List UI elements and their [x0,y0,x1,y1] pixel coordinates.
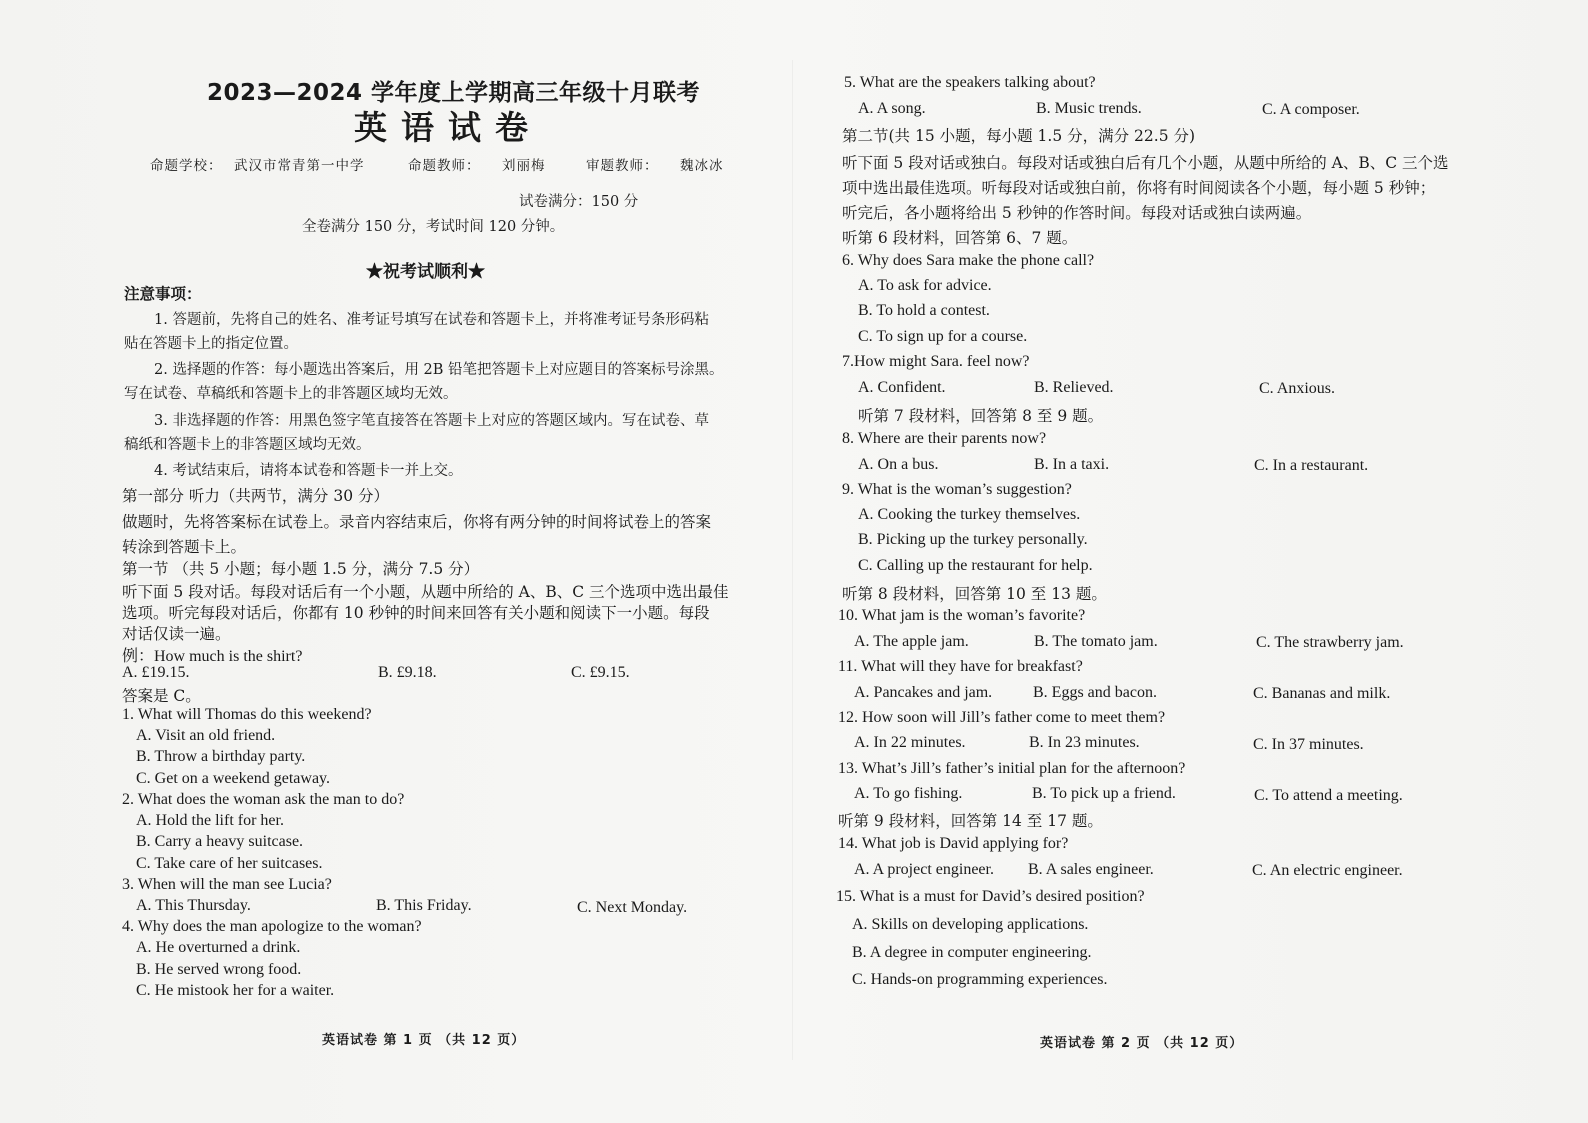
question-1-option-a: A. Visit an old friend. [136,727,276,744]
question-8-option-a: A. On a bus. [858,456,939,473]
question-9-option-c: C. Calling up the restaurant for help. [858,557,1093,574]
section-2-instr-3: 听完后，各小题将给出 5 秒钟的作答时间。每段对话或独白读两遍。 [842,204,1312,222]
note-1-line-2: 贴在答题卡上的指定位置。 [124,336,298,352]
question-5-option-a: A. A song. [858,100,926,117]
reviewer-label: 审题教师： [586,158,659,174]
page-2 [830,0,1490,1123]
question-12-option-b: B. In 23 minutes. [1029,734,1140,751]
question-7-option-a: A. Confident. [858,379,946,396]
question-8-option-b: B. In a taxi. [1034,456,1110,473]
question-12-option-a: A. In 22 minutes. [854,734,966,751]
material-7-heading: 听第 7 段材料，回答第 8 至 9 题。 [858,407,1104,425]
question-14: 14. What job is David applying for? [838,835,1069,852]
section-1-instr-3: 对话仅读一遍。 [122,625,231,643]
exam-title: 2023—2024 学年度上学期高三年级十月联考 [207,80,701,106]
good-luck: ★祝考试顺利★ [366,262,485,282]
section-1-instr-1: 听下面 5 段对话。每段对话后有一个小题，从题中所给的 A、B、C 三个选项中选出最佳 [122,583,729,601]
material-6-heading: 听第 6 段材料，回答第 6、7 题。 [842,229,1078,247]
material-8-heading: 听第 8 段材料，回答第 10 至 13 题。 [842,585,1107,603]
setter-label: 命题教师： [408,158,481,174]
exam-subtitle: 英语试卷 [354,108,542,147]
question-14-option-b: B. A sales engineer. [1028,861,1154,878]
question-11-option-b: B. Eggs and bacon. [1033,684,1157,701]
part-1-instr-2: 转涂到答题卡上。 [122,538,247,556]
question-14-option-c: C. An electric engineer. [1252,862,1403,879]
note-1-line-1: 1. 答题前，先将自己的姓名、准考证号填写在试卷和答题卡上，并将准考证号条形码粘 [154,312,709,328]
question-7-option-b: B. Relieved. [1034,379,1114,396]
question-3: 3. When will the man see Lucia? [122,876,332,893]
question-10: 10. What jam is the woman’s favorite? [838,607,1086,624]
question-10-option-b: B. The tomato jam. [1034,633,1158,650]
example-answer: 答案是 C。 [122,687,201,705]
note-4: 4. 考试结束后，请将本试卷和答题卡一并上交。 [154,463,463,479]
question-5: 5. What are the speakers talking about? [844,74,1096,91]
section-1-instr-2: 选项。听完每段对话后，你都有 10 秒钟的时间来回答有关小题和阅读下一小题。每段 [122,604,710,622]
question-7: 7.How might Sara. feel now? [842,353,1030,370]
question-8: 8. Where are their parents now? [842,430,1047,447]
page-1 [110,0,760,1123]
question-12: 12. How soon will Jill’s father come to meet them? [838,709,1166,726]
note-2-line-1: 2. 选择题的作答：每小题选出答案后，用 2B 铅笔把答题卡上对应题目的答案标号涂黑。 [154,362,724,378]
question-4-option-b: B. He served wrong food. [136,961,302,978]
page-1-footer: 英语试卷 第 1 页 （共 12 页） [322,1033,526,1048]
question-11-option-a: A. Pancakes and jam. [854,684,993,701]
question-14-option-a: A. A project engineer. [854,861,994,878]
question-13-option-a: A. To go fishing. [854,785,963,802]
question-10-option-c: C. The strawberry jam. [1256,634,1404,651]
question-15-option-c: C. Hands-on programming experiences. [852,971,1108,988]
part-1-heading: 第一部分 听力（共两节，满分 30 分） [122,487,390,505]
example-option-c: C. £9.15. [571,664,630,681]
question-7-option-c: C. Anxious. [1259,380,1336,397]
section-2-instr-2: 项中选出最佳选项。听每段对话或独白前，你将有时间阅读各个小题，每小题 5 秒钟； [842,179,1436,197]
question-2-option-a: A. Hold the lift for her. [136,812,284,829]
question-3-option-c: C. Next Monday. [577,899,688,916]
question-4-option-c: C. He mistook her for a waiter. [136,982,335,999]
question-3-option-b: B. This Friday. [376,897,472,914]
question-11-option-c: C. Bananas and milk. [1253,685,1391,702]
example-option-a: A. £19.15. [122,664,190,681]
question-2-option-b: B. Carry a heavy suitcase. [136,833,304,850]
question-2-option-c: C. Take care of her suitcases. [136,855,323,872]
question-15: 15. What is a must for David’s desired position? [836,888,1145,905]
question-2: 2. What does the woman ask the man to do? [122,791,405,808]
section-2-instr-1: 听下面 5 段对话或独白。每段对话或独白后有几个小题，从题中所给的 A、B、C 三个选 [842,154,1449,172]
reviewer-name: 魏冰冰 [680,158,724,174]
question-10-option-a: A. The apple jam. [854,633,969,650]
question-6: 6. Why does Sara make the phone call? [842,252,1095,269]
page-2-footer: 英语试卷 第 2 页 （共 12 页） [1040,1036,1244,1051]
question-5-option-b: B. Music trends. [1036,100,1142,117]
school-name: 武汉市常青第一中学 [234,158,365,174]
full-score: 试卷满分：150 分 [519,194,639,210]
setter-name: 刘丽梅 [502,158,546,174]
example-option-b: B. £9.18. [378,664,437,681]
part-1-instr-1: 做题时，先将答案标在试卷上。录音内容结束后，你将有两分钟的时间将试卷上的答案 [122,513,712,531]
note-3-line-2: 稿纸和答题卡上的非答题区域均无效。 [124,437,371,453]
school-label: 命题学校： [150,158,223,174]
note-3-line-1: 3. 非选择题的作答：用黑色签字笔直接答在答题卡上对应的答题区域内。写在试卷、草 [154,413,709,429]
question-1-option-b: B. Throw a birthday party. [136,748,306,765]
material-9-heading: 听第 9 段材料，回答第 14 至 17 题。 [838,812,1103,830]
question-3-option-a: A. This Thursday. [136,897,251,914]
section-2-heading: 第二节(共 15 小题，每小题 1.5 分，满分 22.5 分) [842,127,1196,145]
question-12-option-c: C. In 37 minutes. [1253,736,1364,753]
question-5-option-c: C. A composer. [1262,101,1360,118]
question-9: 9. What is the woman’s suggestion? [842,481,1072,498]
page-divider [792,60,793,1060]
question-13-option-c: C. To attend a meeting. [1254,787,1403,804]
question-9-option-b: B. Picking up the turkey personally. [858,531,1088,548]
notes-heading: 注意事项： [124,284,202,303]
question-8-option-c: C. In a restaurant. [1254,457,1369,474]
question-4-option-a: A. He overturned a drink. [136,939,301,956]
question-15-option-a: A. Skills on developing applications. [852,916,1089,933]
question-6-option-c: C. To sign up for a course. [858,328,1028,345]
question-11: 11. What will they have for breakfast? [838,658,1083,675]
question-9-option-a: A. Cooking the turkey themselves. [858,506,1081,523]
exam-info: 全卷满分 150 分，考试时间 120 分钟。 [302,219,565,235]
question-6-option-a: A. To ask for advice. [858,277,992,294]
note-2-line-2: 写在试卷、草稿纸和答题卡上的非答题区域均无效。 [124,386,458,402]
question-4: 4. Why does the man apologize to the woman? [122,918,422,935]
question-1-option-c: C. Get on a weekend getaway. [136,770,330,787]
question-13: 13. What’s Jill’s father’s initial plan for the afternoon? [838,760,1186,777]
section-1-heading: 第一节 （共 5 小题；每小题 1.5 分，满分 7.5 分） [122,560,480,578]
question-15-option-b: B. A degree in computer engineering. [852,944,1092,961]
question-1: 1. What will Thomas do this weekend? [122,706,372,723]
question-6-option-b: B. To hold a contest. [858,302,990,319]
question-13-option-b: B. To pick up a friend. [1032,785,1176,802]
example-question: 例：How much is the shirt? [122,648,303,665]
